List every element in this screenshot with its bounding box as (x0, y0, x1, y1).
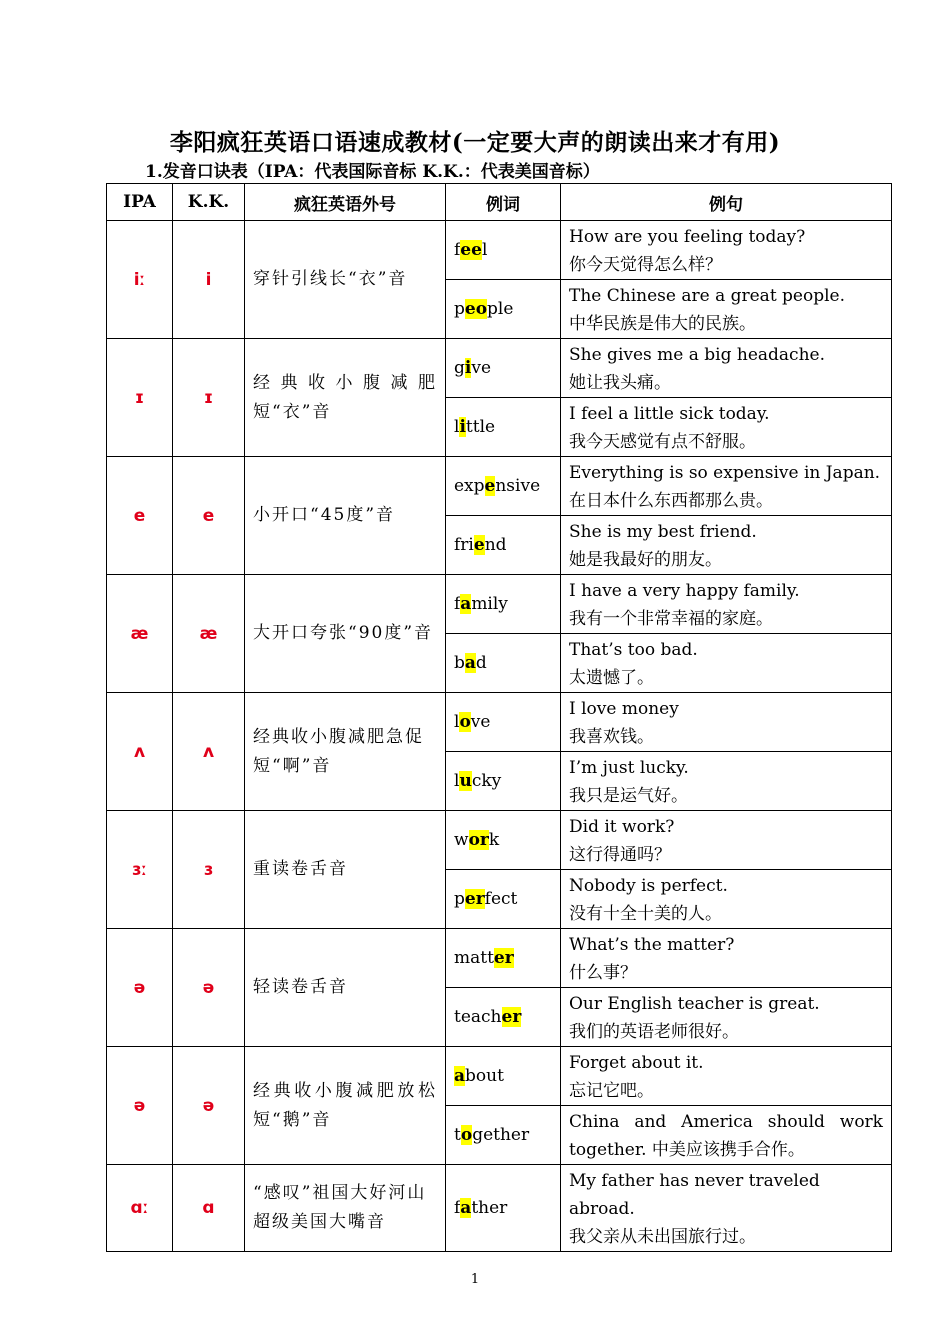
example-word-cell (446, 811, 561, 870)
sentence-chinese: 忘记它吧。 (569, 1081, 654, 1101)
word-prefix: l (454, 417, 460, 437)
example-word-cell (446, 988, 561, 1047)
word-highlight: a (460, 1198, 472, 1218)
word-prefix: f (454, 240, 461, 260)
sentence-chinese: 我有一个非常幸福的家庭。 (569, 609, 773, 629)
word-highlight: o (459, 712, 471, 732)
example-sentence-cell (561, 575, 892, 634)
sentence-chinese: 我们的英语老师很好。 (569, 1022, 739, 1042)
example-word-cell (446, 280, 561, 339)
sentence-chinese: 什么事？ (569, 963, 637, 983)
ipa-symbol: ə (107, 1047, 173, 1165)
table-row (107, 693, 892, 752)
section-subtitle: 1.发音口诀表（IPA：代表国际音标 K.K.：代表美国音标） (145, 162, 600, 182)
table-row (107, 457, 892, 516)
table-row (107, 811, 892, 870)
example-sentence-cell (561, 221, 892, 280)
kk-symbol: e (173, 457, 245, 575)
word-prefix: b (454, 653, 465, 673)
word-prefix: fri (454, 535, 474, 555)
sentence-english: I feel a little sick today. (569, 404, 770, 424)
sentence-english: What’s the matter? (569, 935, 735, 955)
slogan-cell: 经典收小腹减肥放松短“鹅”音 (245, 1047, 446, 1165)
sentence-english: China and America should work (569, 1112, 883, 1132)
slogan-cell: 大开口夸张“90度”音 (245, 575, 446, 693)
word-highlight: e (484, 476, 496, 496)
word-prefix: teach (454, 1007, 502, 1027)
kk-symbol: ə (173, 929, 245, 1047)
word-suffix: ve (470, 712, 491, 732)
word-suffix: cky (471, 771, 502, 791)
word-highlight: o (460, 1125, 473, 1145)
word-highlight: or (468, 830, 489, 850)
kk-symbol: ʌ (173, 693, 245, 811)
example-sentence-cell (561, 988, 892, 1047)
word-highlight: a (464, 653, 476, 673)
sentence-english: She is my best friend. (569, 522, 757, 542)
word-prefix: p (454, 889, 465, 909)
example-word-cell (446, 575, 561, 634)
header-kk: K.K. (173, 184, 245, 221)
word-prefix: f (454, 1198, 461, 1218)
example-word-cell (446, 752, 561, 811)
word-suffix: nd (484, 535, 507, 555)
sentence-chinese: 这行得通吗？ (569, 845, 671, 865)
kk-symbol: i (173, 221, 245, 339)
ipa-symbol: æ (107, 575, 173, 693)
table-row (107, 575, 892, 634)
sentence-english: Nobody is perfect. (569, 876, 728, 896)
ipa-symbol: ɪ (107, 339, 173, 457)
word-suffix: bout (465, 1066, 504, 1086)
word-prefix: t (454, 1125, 461, 1145)
sentence-chinese: 你今天觉得怎么样？ (569, 255, 722, 275)
slogan-cell: 经典收小腹减肥急促短“啊”音 (245, 693, 446, 811)
page-title: 李阳疯狂英语口语速成教材(一定要大声的朗读出来才有用) (169, 129, 781, 156)
word-highlight: i (459, 417, 466, 437)
word-prefix: l (454, 712, 460, 732)
sentence-english: Forget about it. (569, 1053, 704, 1073)
kk-symbol: æ (173, 575, 245, 693)
example-sentence-cell (561, 929, 892, 988)
word-prefix: matt (454, 948, 494, 968)
example-sentence-cell (561, 1165, 892, 1252)
pronunciation-table (106, 183, 892, 1252)
slogan-cell: 轻读卷舌音 (245, 929, 446, 1047)
word-suffix: d (475, 653, 487, 673)
table-row (107, 221, 892, 280)
sentence-english: I love money (569, 699, 679, 719)
word-prefix: p (454, 299, 465, 319)
word-prefix: f (454, 594, 461, 614)
sentence-chinese: 中华民族是伟大的民族。 (569, 314, 756, 334)
table-header-row (107, 184, 892, 221)
table-row (107, 929, 892, 988)
example-word-cell (446, 693, 561, 752)
word-highlight: i (464, 358, 472, 378)
slogan-cell: 重读卷舌音 (245, 811, 446, 929)
slogan-cell: 小开口“45度”音 (245, 457, 446, 575)
slogan-cell: 穿针引线长“衣”音 (245, 221, 446, 339)
word-prefix: l (454, 771, 460, 791)
word-highlight: ee (460, 240, 482, 260)
example-sentence-cell (561, 516, 892, 575)
sentence-chinese: 没有十全十美的人。 (569, 904, 722, 924)
word-suffix: fect (484, 889, 518, 909)
word-prefix: w (454, 830, 469, 850)
example-sentence-cell (561, 1047, 892, 1106)
header-ipa: IPA (107, 184, 173, 221)
sentence-english: I have a very happy family. (569, 581, 800, 601)
sentence-english: Did it work? (569, 817, 675, 837)
example-sentence-cell (561, 280, 892, 339)
sentence-english: That’s too bad. (569, 640, 698, 660)
word-highlight: a (454, 1066, 466, 1086)
example-word-cell (446, 929, 561, 988)
sentence-chinese: 我今天感觉有点不舒服。 (569, 432, 756, 452)
example-word-cell (446, 457, 561, 516)
word-suffix: ther (471, 1198, 508, 1218)
word-highlight: eo (464, 299, 488, 319)
example-word-cell (446, 221, 561, 280)
word-highlight: er (464, 889, 485, 909)
table-row (107, 1165, 892, 1252)
example-word-cell (446, 870, 561, 929)
word-highlight: er (501, 1007, 522, 1027)
word-suffix: ple (487, 299, 514, 319)
example-word-cell (446, 1165, 561, 1252)
sentence-english: Our English teacher is great. (569, 994, 820, 1014)
ipa-symbol: ə (107, 929, 173, 1047)
example-sentence-cell (561, 752, 892, 811)
ipa-symbol: ʌ (107, 693, 173, 811)
word-highlight: e (473, 535, 485, 555)
table-row (107, 1047, 892, 1106)
word-suffix: mily (471, 594, 508, 614)
example-sentence-cell (561, 634, 892, 693)
word-highlight: u (459, 771, 472, 791)
example-sentence-cell (561, 870, 892, 929)
sentence-english: I’m just lucky. (569, 758, 689, 778)
example-word-cell (446, 1106, 561, 1165)
kk-symbol: ə (173, 1047, 245, 1165)
word-suffix: ttle (465, 417, 496, 437)
sentence-english: My father has never traveled abroad. (569, 1171, 820, 1219)
word-suffix: nsive (495, 476, 541, 496)
slogan-cell: 经典收小腹减肥短“衣”音 (245, 339, 446, 457)
ipa-symbol: ɜː (107, 811, 173, 929)
word-highlight: er (493, 948, 514, 968)
table-row (107, 339, 892, 398)
sentence-chinese: 我喜欢钱。 (569, 727, 654, 747)
example-word-cell (446, 516, 561, 575)
example-sentence-cell (561, 811, 892, 870)
word-highlight: a (460, 594, 472, 614)
kk-symbol: ɑ (173, 1165, 245, 1252)
sentence-chinese: 她是我最好的朋友。 (569, 550, 722, 570)
example-word-cell (446, 339, 561, 398)
kk-symbol: ɪ (173, 339, 245, 457)
example-sentence-cell (561, 457, 892, 516)
word-suffix: k (488, 830, 500, 850)
word-suffix: gether (472, 1125, 530, 1145)
example-word-cell (446, 398, 561, 457)
sentence-english: The Chinese are a great people. (569, 286, 846, 306)
sentence-english: She gives me a big headache. (569, 345, 825, 365)
header-slogan: 疯狂英语外号 (245, 184, 446, 221)
example-sentence-cell (561, 339, 892, 398)
word-prefix: g (454, 358, 465, 378)
word-prefix: exp (454, 476, 485, 496)
kk-symbol: ɜ (173, 811, 245, 929)
ipa-symbol: ɑː (107, 1165, 173, 1252)
word-suffix: l (481, 240, 488, 260)
sentence-english: Everything is so expensive in Japan. (569, 463, 881, 483)
header-example-sentence: 例句 (561, 184, 892, 221)
header-example-word: 例词 (446, 184, 561, 221)
example-sentence-cell (561, 398, 892, 457)
example-word-cell (446, 634, 561, 693)
page-number: 1 (470, 1272, 480, 1287)
sentence-chinese: 我只是运气好。 (569, 786, 688, 806)
slogan-cell: “感叹”祖国大好河山超级美国大嘴音 (245, 1165, 446, 1252)
word-suffix: ve (471, 358, 492, 378)
sentence-english: How are you feeling today? (569, 227, 806, 247)
example-word-cell (446, 1047, 561, 1106)
sentence-chinese: 她让我头痛。 (569, 373, 671, 393)
sentence-chinese: 在日本什么东西都那么贵。 (569, 491, 773, 511)
sentence-chinese: 太遗憾了。 (569, 668, 654, 688)
sentence-chinese: 我父亲从未出国旅行过。 (569, 1227, 756, 1247)
ipa-symbol: e (107, 457, 173, 575)
example-sentence-cell (561, 693, 892, 752)
example-sentence-cell (561, 1106, 892, 1165)
ipa-symbol: iː (107, 221, 173, 339)
sentence-chinese: together. 中美应该携手合作。 (569, 1140, 805, 1160)
